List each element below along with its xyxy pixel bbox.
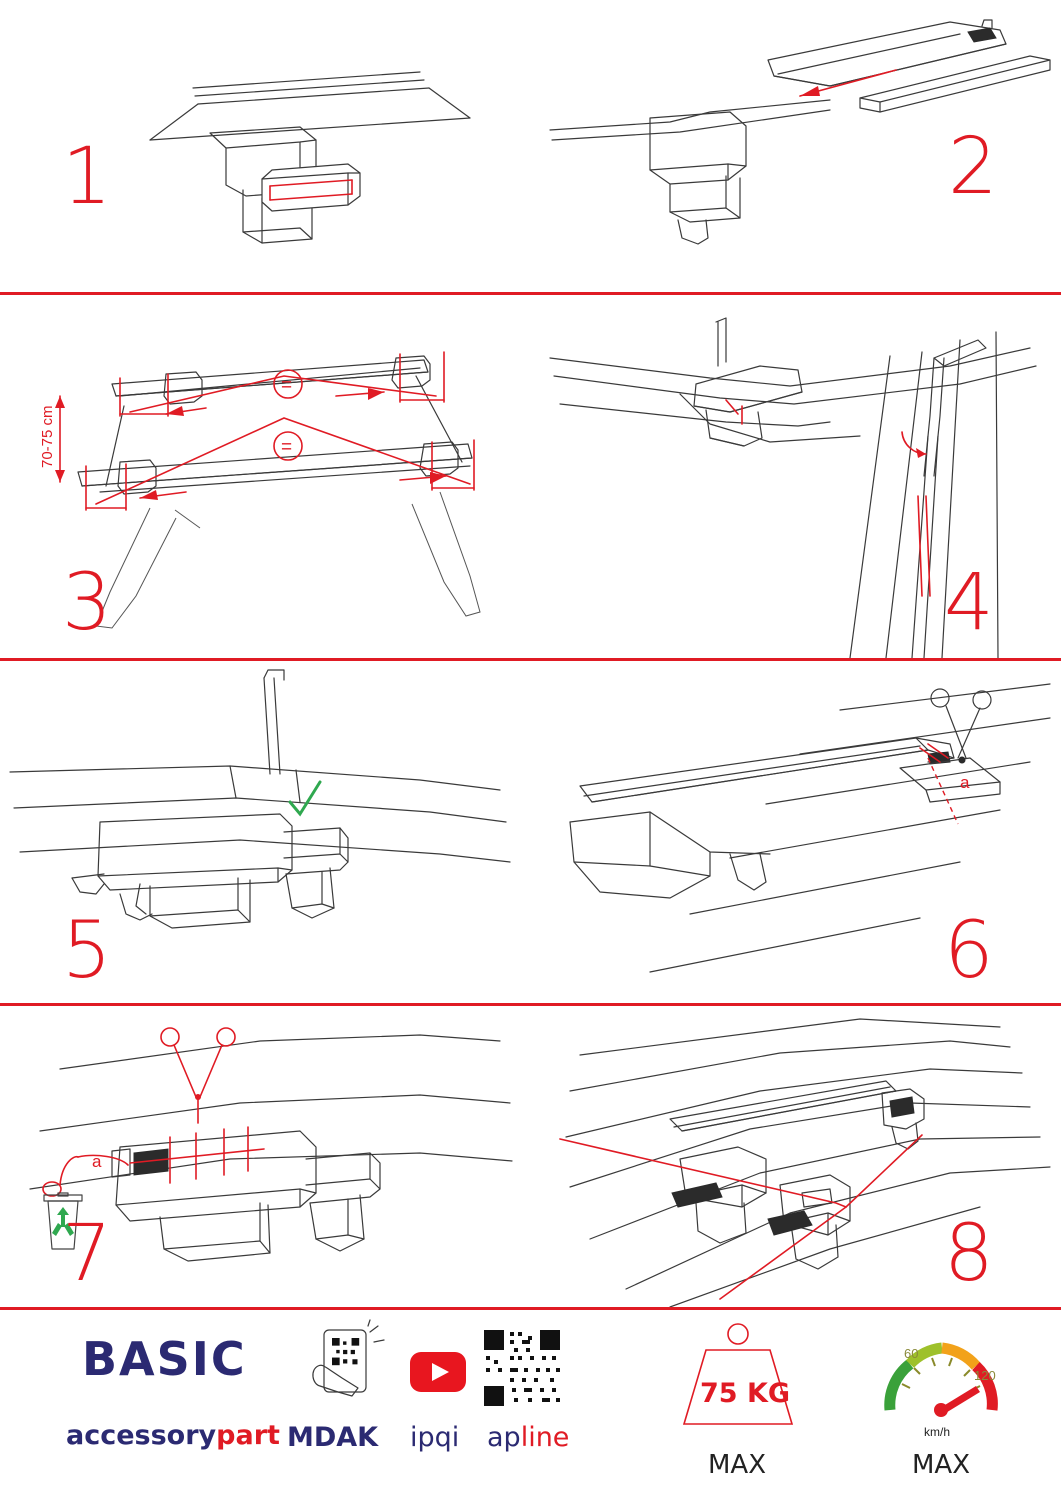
step-7-part-label: a bbox=[92, 1152, 102, 1171]
step-number-1: 1 bbox=[62, 132, 112, 222]
step-3-panel bbox=[0, 296, 530, 658]
brand-accessorypart bbox=[66, 1420, 280, 1451]
brand-ipqi: ipqi bbox=[410, 1422, 460, 1453]
phone-qr-scan-icon bbox=[308, 1326, 388, 1412]
divider-row1 bbox=[0, 292, 1061, 295]
step-6-panel bbox=[530, 662, 1061, 1003]
divider-row3 bbox=[0, 1003, 1061, 1006]
svg-text:120: 120 bbox=[974, 1368, 996, 1383]
step-5-panel bbox=[0, 662, 530, 1003]
brand-apline-main: ap bbox=[487, 1422, 521, 1453]
step-7-panel bbox=[0, 1007, 530, 1307]
step-6-part-label: a bbox=[960, 773, 970, 792]
step-number-5: 5 bbox=[62, 906, 112, 996]
step-number-8: 8 bbox=[944, 1209, 994, 1299]
weight-icon bbox=[676, 1320, 806, 1440]
speed-unit: km/h bbox=[924, 1425, 951, 1439]
svg-text:=: = bbox=[281, 375, 293, 396]
step-2-panel bbox=[530, 0, 1061, 292]
speedometer-icon bbox=[880, 1324, 1010, 1444]
step-3-dimension-label: 70-75 cm bbox=[39, 405, 56, 468]
step-number-2: 2 bbox=[948, 122, 998, 212]
brand-title: BASIC bbox=[82, 1332, 247, 1386]
svg-text:=: = bbox=[281, 437, 293, 458]
speed-max-label: MAX bbox=[912, 1450, 971, 1480]
step-8-panel bbox=[530, 1007, 1061, 1307]
footer bbox=[0, 1310, 1061, 1500]
step-1-panel bbox=[0, 0, 530, 292]
weight-value: 75 KG bbox=[700, 1378, 791, 1409]
step-number-7: 7 bbox=[62, 1209, 112, 1299]
brand-mdak: MDAK bbox=[287, 1422, 379, 1453]
brand-accessory-accent: part bbox=[216, 1420, 280, 1451]
divider-row2 bbox=[0, 658, 1061, 661]
qr-code-icon bbox=[484, 1330, 564, 1410]
brand-apline-accent: line bbox=[520, 1422, 570, 1453]
brand-apline bbox=[487, 1422, 569, 1453]
youtube-icon[interactable] bbox=[410, 1352, 470, 1396]
svg-text:60: 60 bbox=[904, 1346, 919, 1361]
brand-accessory-main: accessory bbox=[66, 1420, 217, 1451]
step-number-4: 4 bbox=[944, 558, 994, 648]
step-number-3: 3 bbox=[62, 558, 112, 648]
step-number-6: 6 bbox=[944, 906, 994, 996]
weight-max-label: MAX bbox=[708, 1450, 767, 1480]
step-4-panel bbox=[530, 296, 1061, 658]
